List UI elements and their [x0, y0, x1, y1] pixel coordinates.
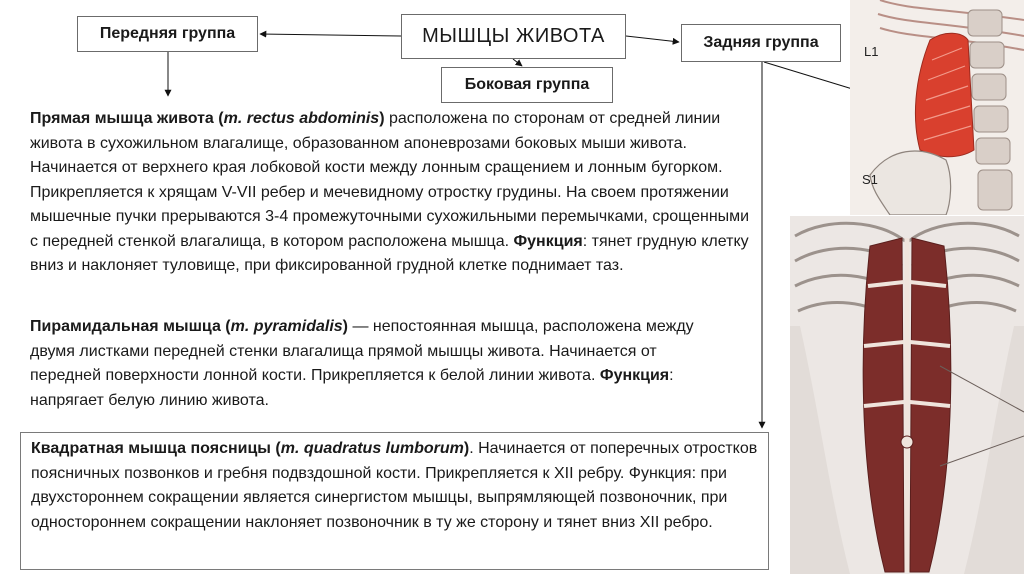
abdomen-drawing	[790, 216, 1024, 574]
rectus-latin: m. rectus abdominis	[223, 110, 380, 127]
flank-right	[964, 326, 1024, 574]
diagram-title: МЫШЦЫ ЖИВОТА	[422, 25, 605, 47]
quadratus-name: Квадратная мышца поясницы (	[31, 440, 281, 457]
pyramidalis-name: Пирамидальная мышца (	[30, 318, 231, 335]
rectus-function-label: Функция	[513, 232, 583, 250]
arrow-title-to-posterior	[626, 36, 679, 42]
iliac-crest	[870, 151, 951, 215]
quadratus-latin: m. quadratus lumborum	[280, 440, 464, 457]
vertebrae-column	[968, 10, 1012, 210]
pyramidalis-text-1: — непостоянная мышца, расположена между двумя листками передней стенки влагалища прямой мышцы живота. Начинается от передней поверхности лонной кости. Прикрепляется к белой линии живота.	[30, 318, 694, 384]
rectus-name: Прямая мышца живота (	[30, 110, 224, 127]
label-l1: L1	[864, 44, 879, 59]
rectus-text-1: расположена по сторонам от средней линии живота в сухожильном влагалище, образованном апоневрозами боковых мыши живота. Начинается от верхнего края лобковой кости между лонным сращением и лонным бугорком. Прикрепляется к хрящам V-VII ребер и мечевидному отростку грудины. На своем протяжении мышечные пучки прерываются 3-4 промежуточными сухожильными перемычками, срощенными с передней стенкой влагалища, в котором расположена мышца.	[30, 110, 750, 250]
rectus-name-close: )	[379, 110, 385, 127]
rectus-abdominis-illustration	[790, 216, 1024, 574]
pyramidalis-function-label: Функция	[599, 367, 670, 384]
anterior-group-box	[77, 16, 258, 52]
quadratus-text-1: . Начинается от поперечных отростков поясничных позвонков и гребня подвздошной кости. Прикрепляется к XII ребру. Функция: при двухстороннем сокращении является синергистом мышцы, выпрямляющей позвоночник, при одностороннем сокращении наклоняет позвоночник в ту же сторону и тянет вниз XII ребро.	[31, 440, 758, 531]
flank-left	[790, 326, 850, 574]
posterior-group-box	[681, 24, 841, 62]
arrow-title-to-lateral	[513, 59, 522, 66]
pyramidalis-paragraph	[30, 315, 730, 413]
diagram-title-box	[401, 14, 626, 59]
rectus-abdominis-paragraph	[30, 107, 752, 279]
quadratus-muscle-shape	[915, 33, 974, 157]
pyramidalis-latin: m. pyramidalis	[230, 318, 343, 335]
lateral-group-box	[441, 67, 613, 103]
quadratus-name-close: )	[463, 440, 470, 457]
label-s1: S1	[862, 172, 878, 187]
spine-illustration	[850, 0, 1024, 215]
lateral-group-label: Боковая группа	[464, 76, 590, 93]
posterior-group-label: Задняя группа	[703, 34, 819, 51]
quadratus-lumborum-box	[20, 432, 769, 570]
anterior-group-label: Передняя группа	[99, 25, 236, 42]
arrow-title-to-anterior	[260, 34, 401, 36]
pyramidalis-name-close: )	[342, 318, 348, 335]
pyramidalis-text-2: : напрягает белую линию живота.	[30, 367, 674, 409]
rectus-text-2: : тянет грудную клетку вниз и наклоняет туловище, при фиксированной грудной клетке поднимает таз.	[30, 232, 749, 274]
umbilicus	[901, 436, 913, 448]
